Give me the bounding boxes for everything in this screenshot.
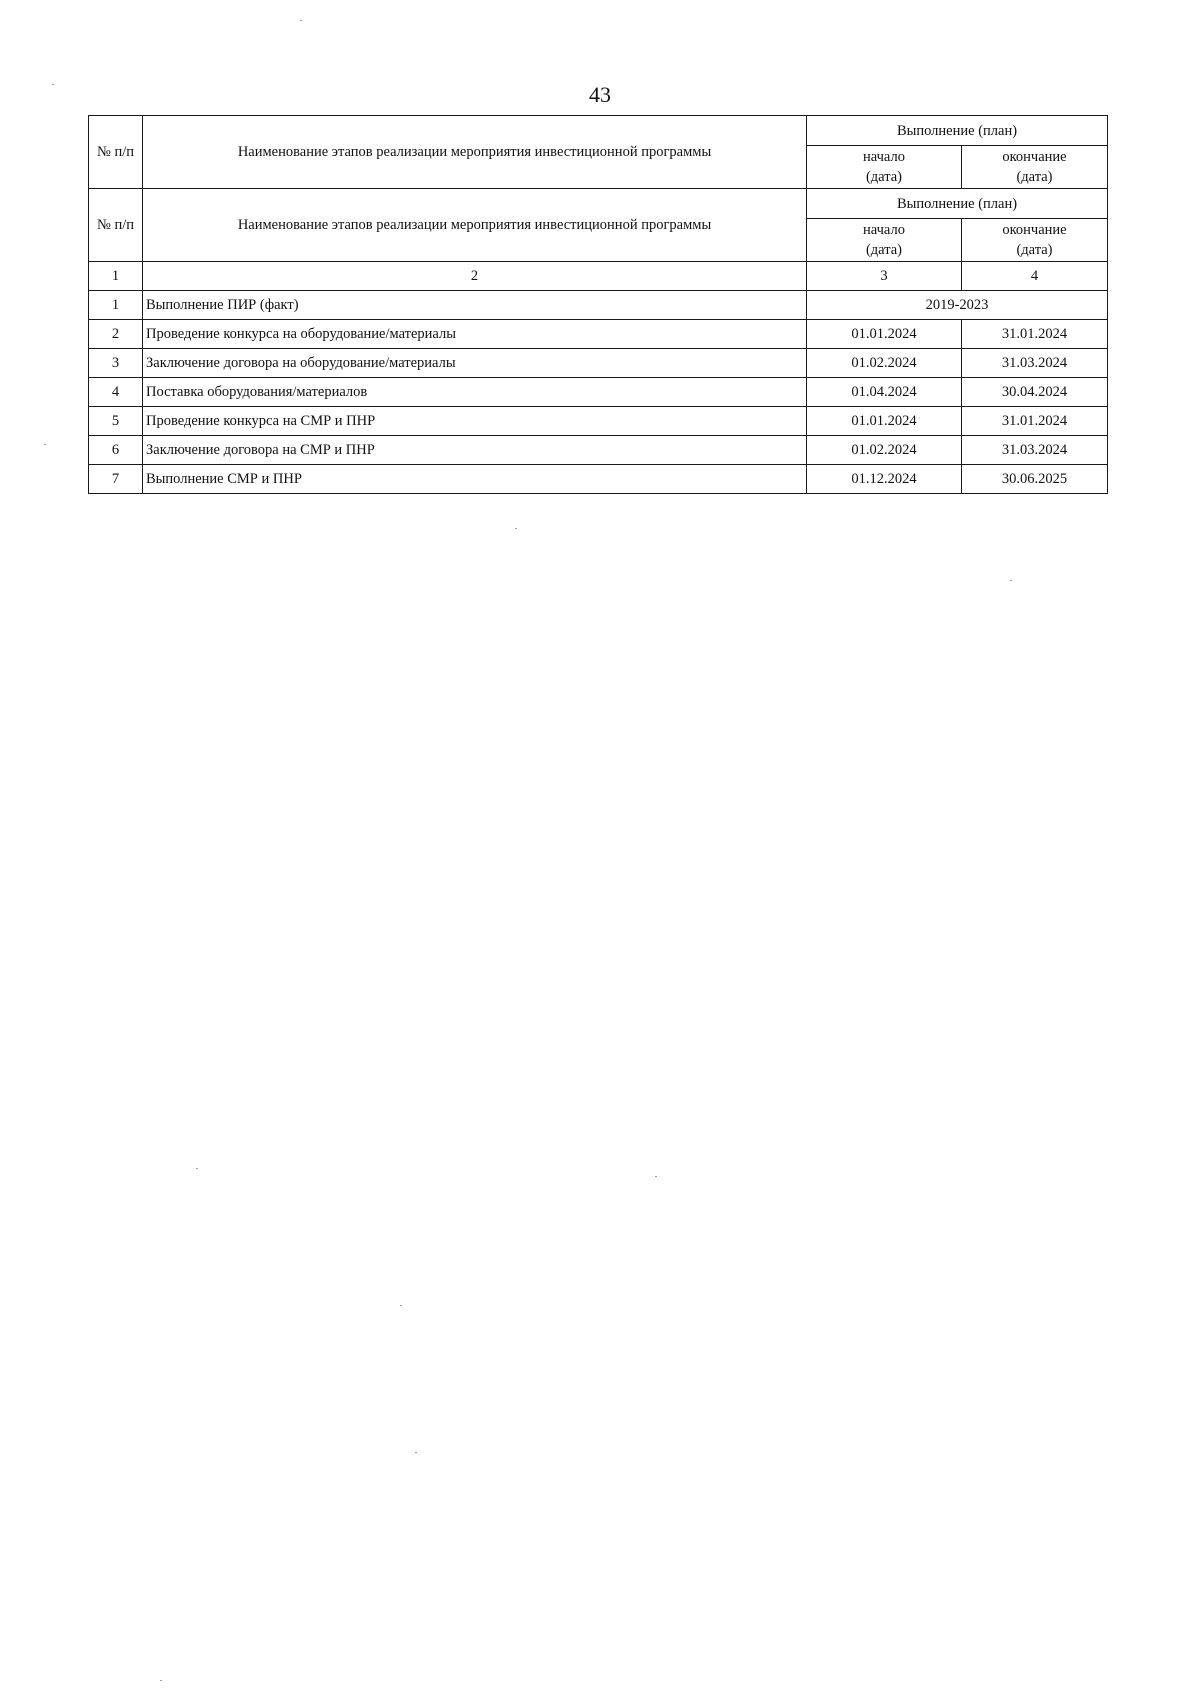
header-start-sub: (дата) bbox=[865, 169, 903, 185]
table-row bbox=[89, 349, 1108, 378]
header-end-cell-repeat bbox=[962, 219, 1108, 262]
stages-table bbox=[88, 115, 1108, 494]
row-num: 7 bbox=[89, 465, 143, 494]
header-end-cell bbox=[962, 146, 1108, 189]
row-name: Заключение договора на СМР и ПНР bbox=[143, 436, 807, 465]
column-number: 1 bbox=[89, 262, 143, 291]
scan-speck bbox=[160, 1680, 162, 1681]
scan-speck bbox=[52, 84, 54, 85]
row-start-date: 01.02.2024 bbox=[807, 436, 962, 465]
header-start-label-repeat: начало bbox=[863, 222, 905, 238]
column-number: 2 bbox=[143, 262, 807, 291]
column-number-row bbox=[89, 262, 1108, 291]
row-num: 3 bbox=[89, 349, 143, 378]
scan-speck bbox=[196, 1168, 198, 1169]
row-num: 5 bbox=[89, 407, 143, 436]
row-num: 6 bbox=[89, 436, 143, 465]
row-num: 1 bbox=[89, 291, 143, 320]
row-num: 2 bbox=[89, 320, 143, 349]
header-row bbox=[89, 116, 1108, 146]
scan-speck bbox=[415, 1452, 417, 1453]
scan-speck bbox=[655, 1176, 657, 1177]
header-end-label-repeat: окончание bbox=[1002, 222, 1067, 238]
table-row bbox=[89, 291, 1108, 320]
table-row bbox=[89, 465, 1108, 494]
scan-speck bbox=[300, 20, 302, 21]
header-num-cell: № п/п bbox=[89, 116, 143, 189]
column-number: 4 bbox=[962, 262, 1108, 291]
header-num-cell-repeat: № п/п bbox=[89, 189, 143, 262]
row-end-date: 30.06.2025 bbox=[962, 465, 1108, 494]
table-row bbox=[89, 436, 1108, 465]
row-end-date: 31.03.2024 bbox=[962, 349, 1108, 378]
row-name: Выполнение СМР и ПНР bbox=[143, 465, 807, 494]
header-name-cell-repeat: Наименование этапов реализации мероприятия инвестиционной программы bbox=[143, 189, 807, 262]
row-name: Выполнение ПИР (факт) bbox=[143, 291, 807, 320]
header-end-sub: (дата) bbox=[1016, 169, 1053, 185]
header-end-label: окончание bbox=[1002, 149, 1067, 165]
scan-speck bbox=[515, 528, 517, 529]
row-start-date: 01.04.2024 bbox=[807, 378, 962, 407]
scan-speck bbox=[1010, 580, 1012, 581]
row-name: Заключение договора на оборудование/материалы bbox=[143, 349, 807, 378]
scan-speck bbox=[400, 1305, 402, 1306]
header-name-cell: Наименование этапов реализации мероприятия инвестиционной программы bbox=[143, 116, 807, 189]
row-end-date: 31.01.2024 bbox=[962, 320, 1108, 349]
table-row bbox=[89, 320, 1108, 349]
table-row bbox=[89, 407, 1108, 436]
header-start-cell bbox=[807, 146, 962, 189]
row-end-date: 30.04.2024 bbox=[962, 378, 1108, 407]
row-num: 4 bbox=[89, 378, 143, 407]
row-name: Поставка оборудования/материалов bbox=[143, 378, 807, 407]
row-name: Проведение конкурса на оборудование/материалы bbox=[143, 320, 807, 349]
header-start-label: начало bbox=[863, 149, 905, 165]
header-row-repeat bbox=[89, 189, 1108, 219]
row-start-date: 01.01.2024 bbox=[807, 407, 962, 436]
header-start-sub-repeat: (дата) bbox=[865, 242, 903, 258]
row-end-date: 31.03.2024 bbox=[962, 436, 1108, 465]
table-row bbox=[89, 378, 1108, 407]
header-plan-cell: Выполнение (план) bbox=[807, 116, 1108, 146]
column-number: 3 bbox=[807, 262, 962, 291]
row-start-date: 01.01.2024 bbox=[807, 320, 962, 349]
scan-speck bbox=[44, 444, 46, 445]
header-end-sub-repeat: (дата) bbox=[1016, 242, 1053, 258]
row-start-date: 01.12.2024 bbox=[807, 465, 962, 494]
row-end-date: 31.01.2024 bbox=[962, 407, 1108, 436]
header-start-cell-repeat bbox=[807, 219, 962, 262]
page-number: 43 bbox=[589, 82, 611, 107]
header-plan-cell-repeat: Выполнение (план) bbox=[807, 189, 1108, 219]
row-name: Проведение конкурса на СМР и ПНР bbox=[143, 407, 807, 436]
row-start-date: 01.02.2024 bbox=[807, 349, 962, 378]
row-period: 2019-2023 bbox=[807, 291, 1108, 320]
